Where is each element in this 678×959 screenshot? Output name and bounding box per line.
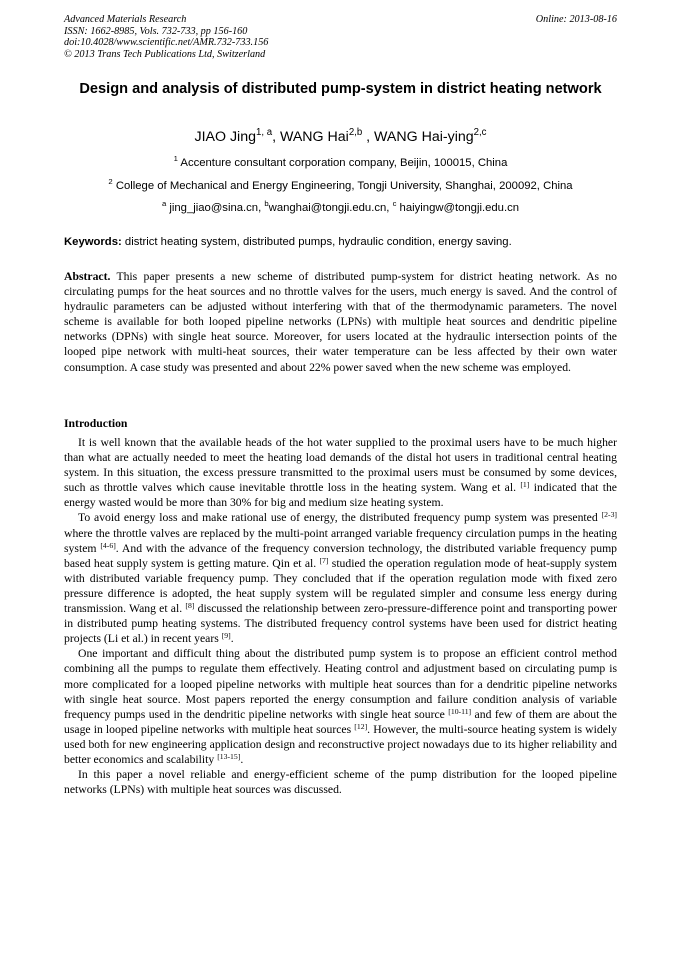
abstract-text: This paper presents a new scheme of distributed pump-system for district heating network. As no circulating pumps for the heat sources and no throttle valves for the users, much energy is saved. And the control of hydraulic parameters can be adjusted without interfering with that of the thermodynamic parameters. The novel scheme is available for both looped pipeline networks (LPNs) with multiple heat sources and dendritic pipeline networks (DPNs) with single heat source. Moreover, for users located at the hydraulic intersection points of the looped pipe network with multi-heat sources, their water temperature can be less affected by their own water consumption. A case study was presented and about 22% power saved when the new scheme was employed. (64, 270, 617, 374)
email-list (64, 198, 617, 215)
email-sup: a (161, 198, 167, 208)
paragraph-text: discussed the relationship between zero-pressure-difference point and transporting power in distributed pump heating systems. The distributed frequency control systems have been used for district heating projects (Li et al.) in recent years (64, 602, 617, 646)
author-affil-sup: 1, a (255, 126, 273, 138)
affiliation-sup: 1 (173, 153, 178, 163)
affiliation-sup: 2 (108, 176, 113, 186)
affiliation-text: Accenture consultant corporation company, Beijin, 100015, China (180, 157, 508, 169)
author-list (64, 128, 617, 146)
citation-ref: [10-11] (448, 706, 472, 716)
author-name: JIAO Jing (194, 129, 256, 145)
abstract-label: Abstract. (64, 270, 111, 283)
keywords (64, 235, 617, 249)
paragraph-text: . (240, 752, 244, 766)
author-name: WANG Hai-ying (374, 129, 474, 145)
citation-ref: [13-15] (217, 751, 241, 761)
citation-ref: [12] (354, 721, 368, 731)
author-2 (279, 126, 363, 145)
author-1 (194, 126, 273, 145)
author-affil-sup: 2,c (473, 126, 487, 138)
journal-name: Advanced Materials Research (64, 14, 187, 25)
issn-line: ISSN: 1662-8985, Vols. 732-733, pp 156-160 (64, 25, 248, 37)
journal-header (64, 14, 617, 60)
paragraph-text: It is well known that the available heads of the hot water supplied to the proximal users have to be much higher than what are actually needed to meet the heating load demands of the distal hot users in traditional central heating system. In this situation, the excess pressure transmitted to the proximal users must be consumed by some devices, such as throttle valves which cause inevitable throttle loss in the heating system. Wang et al. (64, 436, 617, 495)
citation-ref: [9] (221, 630, 231, 640)
email-sup: c (392, 198, 397, 208)
paragraph-text: where the throttle valves are replaced by the multi-point arranged variable frequency circulation pumps in the heating system (64, 526, 617, 555)
paragraph-text: and few of them are about the usage in looped pipeline networks with multiple heat sources (64, 707, 617, 736)
intro-paragraph (64, 435, 617, 510)
paragraph-text: One important and difficult thing about the distributed pump system is to propose an efficient control method combining all the pumps to regulate them effectively. Heating control and adjustment based on circulating pump is more complicated for a looped pipeline networks with multiple heat sources than for a dendritic pipeline networks with single heat source. Most papers reported the energy consumption and failure condition analysis of variable frequency pumps used in the dendritic pipeline networks with single heat source (64, 647, 617, 721)
email-address: wanghai@tongji.edu.cn, (268, 202, 393, 214)
introduction-body (64, 435, 617, 797)
intro-paragraph (64, 767, 617, 797)
citation-ref: [1] (520, 480, 530, 490)
email-sup: b (264, 198, 269, 208)
affiliation-2 (64, 176, 617, 193)
copyright-line: © 2013 Trans Tech Publications Ltd, Switzerland (64, 48, 266, 60)
author-separator: , (362, 129, 375, 145)
citation-ref: [4-6] (100, 540, 116, 550)
affiliation-1 (64, 153, 617, 170)
online-date: Online: 2013-08-16 (535, 14, 617, 25)
author-3 (374, 126, 487, 145)
paragraph-text: indicated that the energy wasted would be more than 30% for big and medium size heating system. (64, 481, 617, 510)
doi-line: doi:10.4028/www.scientific.net/AMR.732-733.156 (64, 37, 269, 49)
intro-paragraph (64, 646, 617, 767)
author-name: WANG Hai (279, 129, 349, 145)
paper-title: Design and analysis of distributed pump-system in district heating network (79, 81, 602, 97)
paragraph-text: . However, the multi-source heating system is widely used both for new engineering application design and reconstructive project nowadays due to its higher reliability and better economics and scalability (64, 722, 617, 766)
section-heading-introduction: Introduction (64, 417, 128, 430)
paragraph-text: To avoid energy loss and make rational use of energy, the distributed frequency pump system was presented (78, 511, 602, 525)
citation-ref: [8] (185, 600, 195, 610)
paragraph-text: . And with the advance of the frequency conversion technology, the distributed variable frequency pump based heat supply system is getting mature. Qin et al. (64, 541, 618, 570)
keywords-label: Keywords: (64, 236, 122, 248)
paragraph-text: . (230, 632, 234, 646)
citation-ref: [7] (319, 555, 329, 565)
citation-ref: [2-3] (601, 510, 617, 520)
email-address: haiyingw@tongji.edu.cn (399, 202, 520, 214)
email-address: jing_jiao@sina.cn, (169, 202, 265, 214)
paragraph-text: studied the operation regulation mode of heat-supply system with distributed variable frequency pump. They concluded that if the operation regulation mode with fixed zero pressure difference is adopted, the heat supply system will be regulated simpler and consume less energy during transmission. Wang et al. (64, 556, 617, 616)
affiliation-text: College of Mechanical and Energy Engineering, Tongji University, Shanghai, 200092, China (115, 180, 573, 192)
abstract (64, 269, 617, 375)
keywords-text: district heating system, distributed pumps, hydraulic condition, energy saving. (124, 236, 512, 248)
author-separator: , (272, 129, 280, 145)
author-affil-sup: 2,b (348, 126, 363, 138)
intro-paragraph (64, 510, 617, 646)
paragraph-text: In this paper a novel reliable and energy-efficient scheme of the pump distribution for the looped pipeline networks (LPNs) with multiple heat sources was discussed. (64, 768, 617, 797)
